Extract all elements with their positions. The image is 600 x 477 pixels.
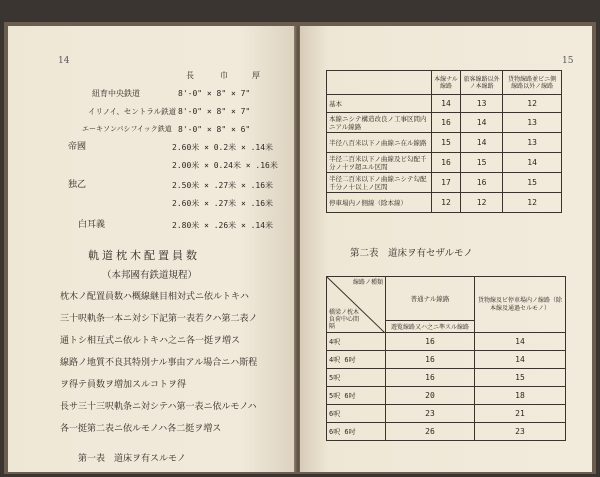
cell: 12: [432, 193, 461, 213]
dim-value: 8'-0" × 8" × 7": [178, 89, 251, 98]
cell: 12: [503, 193, 562, 213]
cell: 20: [386, 387, 475, 405]
cell: 14: [475, 351, 566, 369]
dim-header-length: 長: [186, 71, 194, 80]
dim-label: 紐育中央鉄道: [92, 89, 140, 98]
paragraph-line: ヲ得テ員数ヲ増加スルコトヲ得: [60, 380, 187, 390]
cell: 15: [432, 133, 461, 153]
page-number-left: 14: [58, 56, 70, 66]
table-row: [327, 133, 562, 153]
row-label: 半径二百米以下ノ曲線及ビ勾配千分ノ十ヲ超ユル区間: [327, 153, 432, 173]
cell: 16: [460, 173, 502, 193]
cell: 23: [386, 405, 475, 423]
dim-label: エーキソンパシフイック鉄道: [82, 125, 172, 133]
row-label: 停車場内ノ側線（除本線）: [327, 193, 432, 213]
cell: 13: [503, 133, 562, 153]
dim-label: 白耳義: [78, 220, 106, 230]
cell: 14: [460, 133, 502, 153]
table2-header: 普通ナル線路: [386, 277, 475, 321]
table1-header: 本線ナル線路: [432, 71, 461, 95]
row-label: 6呎: [327, 405, 386, 423]
section-subtitle: （本邦國有鉄道規程）: [102, 270, 198, 281]
cell: 16: [386, 333, 475, 351]
paragraph-line: 長サ三十三呎軌条ニ対シテハ第一表ニ依ルモノハ: [60, 402, 257, 412]
table2-subheader: 遊覧線路又ハ之ニ準スル線路: [386, 321, 475, 333]
dim-label: 独乙: [68, 180, 87, 190]
table1-header-corner: [327, 71, 432, 95]
cell: 12: [503, 95, 562, 113]
paragraph-line: 枕木ノ配置員数ハ概線継目相対式ニ依ルトキハ: [60, 292, 250, 302]
cell: 15: [503, 173, 562, 193]
table-row: [327, 113, 562, 133]
table-row: [327, 173, 562, 193]
cell: 16: [386, 369, 475, 387]
row-label: 4呎: [327, 333, 386, 351]
table1-caption: 第一表 道床ヲ有スルモノ: [78, 454, 186, 464]
dim-label: 帝國: [68, 142, 87, 152]
paragraph-line: 各一挺第二表ニ依ルモノハ各二挺ヲ増ス: [60, 424, 222, 434]
right-page: [300, 26, 592, 472]
cell: 13: [503, 113, 562, 133]
table-row: [327, 351, 566, 369]
dim-header-width: 巾: [220, 71, 228, 80]
row-label: 4呎 6吋: [327, 351, 386, 369]
table-row: [327, 153, 562, 173]
table1-header: 貨物線路並ビニ側線路以外ノ線路: [503, 71, 562, 95]
row-label: 半径八百米以下ノ曲線ニ在ル線路: [327, 133, 432, 153]
row-label: 半径二百米以下ノ曲線ニシテ勾配千分ノ十以上ノ区間: [327, 173, 432, 193]
cell: 16: [386, 351, 475, 369]
row-label: 5呎 6吋: [327, 387, 386, 405]
dim-value: 2.80米 × .26米 × .14米: [172, 221, 274, 230]
cell: 17: [432, 173, 461, 193]
row-label: 基本: [327, 95, 432, 113]
cell: 14: [503, 153, 562, 173]
cell: 13: [460, 95, 502, 113]
paragraph-line: 三十呎軌条一本ニ対シ下記第一表若クハ第二表ノ: [60, 314, 258, 324]
cell: 18: [475, 387, 566, 405]
table-row: [327, 387, 566, 405]
table2-diagonal-header: [327, 277, 386, 333]
row-label: 5呎: [327, 369, 386, 387]
cell: 16: [432, 153, 461, 173]
dim-value: 8'-0" × 8" × 7": [178, 107, 251, 116]
cell: 14: [475, 333, 566, 351]
table1-header: 旅客線路以外ノ本線路: [460, 71, 502, 95]
table-1: [326, 70, 562, 213]
paragraph-line: 線路ノ地質不良其特別ナル事由アル場合ニハ斯程: [60, 358, 258, 368]
table2-caption: 第二表 道床ヲ有セザルモノ: [350, 248, 473, 259]
table-2: [326, 276, 566, 441]
dim-value: 8'-0" × 8" × 6": [178, 125, 251, 134]
table-row: [327, 333, 566, 351]
cell: 14: [432, 95, 461, 113]
row-label: 本線ニシテ構造改良ノ工事区間内ニアル線路: [327, 113, 432, 133]
section-title: 軌道枕木配置員数: [88, 249, 200, 262]
paragraph-line: 通トシ相互式ニ依ルトキハ之ニ各一挺ヲ増ス: [60, 336, 241, 346]
diag-top-label: 線路ノ種類: [353, 279, 384, 286]
dim-value: 2.60米 × 0.2米 × .14米: [172, 143, 274, 152]
table-row: [327, 369, 566, 387]
row-label: 6呎 6吋: [327, 423, 386, 441]
cell: 14: [460, 113, 502, 133]
cell: 23: [475, 423, 566, 441]
dim-value: 2.60米 × .27米 × .16米: [172, 199, 274, 208]
cell: 26: [386, 423, 475, 441]
table-row: [327, 95, 562, 113]
table-row: [327, 405, 566, 423]
dim-value: 2.00米 × 0.24米 × .16米: [172, 161, 278, 170]
cell: 12: [460, 193, 502, 213]
cell: 15: [475, 369, 566, 387]
cell: 21: [475, 405, 566, 423]
table-row: [327, 193, 562, 213]
dim-label: イリノイ、セントラル鉄道: [88, 107, 177, 116]
left-page: [8, 26, 296, 472]
table2-header: 貨物線及ビ停車場内ノ線路（除本線及通過セルモノ）: [475, 277, 566, 333]
page-number-right: 15: [562, 56, 574, 66]
cell: 16: [432, 113, 461, 133]
cell: 15: [460, 153, 502, 173]
table-row: [327, 423, 566, 441]
dim-header-thickness: 厚: [252, 71, 260, 80]
diag-bottom-label: 橋梁ノ枕木負荷中心間隔: [329, 309, 360, 330]
dim-value: 2.50米 × .27米 × .16米: [172, 181, 274, 190]
